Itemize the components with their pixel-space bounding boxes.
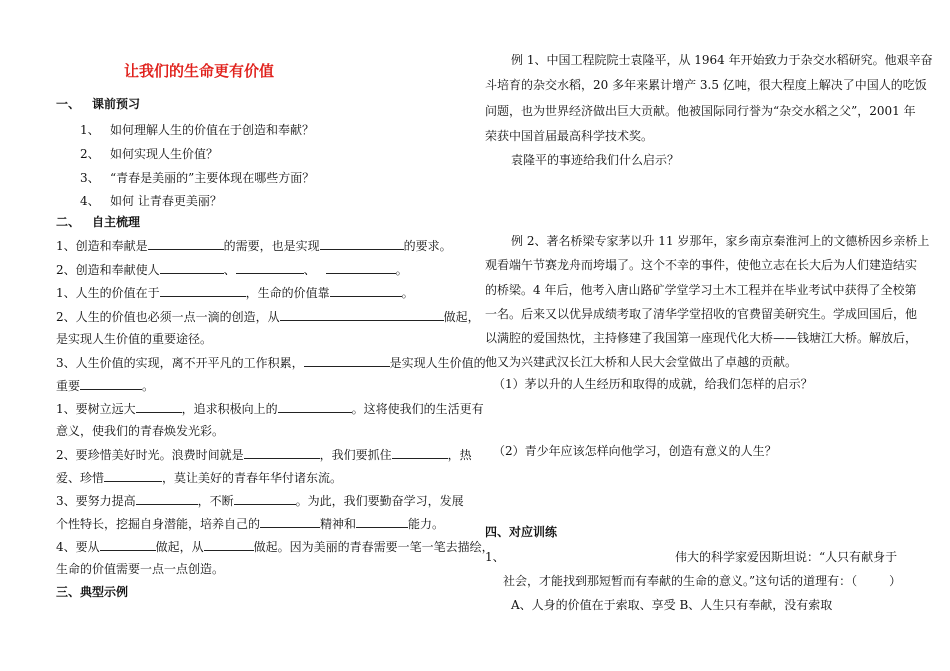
fill-line: 3、要努力提高 ，不断 。为此，我们要勤奋学习，发展 bbox=[56, 494, 464, 508]
example-2-line: 观看端午节赛龙舟而垮塌了。这个不幸的事件，使他立志在长大后为人们建造结实 bbox=[485, 258, 918, 272]
fill-line: 生命的价值需要一点一点创造。 bbox=[56, 562, 225, 576]
fill-line: 1、创造和奉献是 的需要，也是实现 的要求。 bbox=[56, 239, 452, 253]
example-2-question-1: （1）茅以升的人生经历和取得的成就，给我们怎样的启示？ bbox=[493, 377, 813, 391]
answer-blank[interactable] bbox=[330, 284, 402, 297]
fill-line: 4、要从 做起，从 做起。因为美丽的青春需要一笔一笔去描绘， bbox=[56, 540, 494, 554]
fill-line: 1、人生的价值在于 ，生命的价值靠 。 bbox=[56, 286, 414, 300]
fill-line: 2、创造和奉献使人 、 、 。 bbox=[56, 263, 408, 277]
fill-line: 是实现人生价值的重要途径。 bbox=[56, 332, 213, 346]
example-1-question: 袁隆平的事迹给我们什么启示？ bbox=[511, 153, 680, 167]
answer-blank[interactable] bbox=[326, 261, 396, 274]
answer-blank[interactable] bbox=[160, 261, 224, 274]
section-2-title: 自主梳理 bbox=[92, 215, 141, 229]
preview-question: “青春是美丽的”主要体现在哪些方面？ bbox=[110, 171, 315, 185]
example-2-line: 以满腔的爱国热忱，主持修建了我国第一座现代化大桥——钱塘江大桥。解放后， bbox=[485, 331, 918, 345]
answer-blank[interactable] bbox=[104, 469, 162, 482]
answer-blank[interactable] bbox=[320, 237, 404, 250]
example-2-line: 的桥梁。4 年后，他考入唐山路矿学堂学习土木工程并在毕业考试中获得了全校第 bbox=[485, 283, 917, 297]
answer-blank[interactable] bbox=[204, 538, 254, 551]
answer-blank[interactable] bbox=[278, 400, 352, 413]
preview-number: 3、 bbox=[80, 171, 100, 185]
example-1-line: 例 1、中国工程院院士袁隆平，从 1964 年开始致力于杂交水稻研究。他艰辛奋 bbox=[511, 53, 933, 67]
fill-line: 2、要珍惜美好时光。浪费时间就是 ，我们要抓住 ，热 bbox=[56, 448, 472, 462]
section-3-heading: 三、典型示例 bbox=[56, 585, 129, 599]
answer-blank[interactable] bbox=[304, 354, 390, 367]
fill-line: 个性特长，挖掘自身潜能，培养自己的 精神和 能力。 bbox=[56, 517, 445, 531]
section-1-title: 课前预习 bbox=[92, 97, 141, 111]
section-4-heading: 四、对应训练 bbox=[485, 525, 558, 539]
example-2-line: 例 2、著名桥梁专家茅以升 11 岁那年，家乡南京秦淮河上的文德桥因乡亲桥上 bbox=[511, 234, 930, 248]
fill-line: 3、人生价值的实现，离不开平凡的工作积累， 是实现人生价值的 bbox=[56, 356, 486, 370]
example-1-line: 荣获中国首届最高科学技术奖。 bbox=[485, 129, 654, 143]
answer-blank[interactable] bbox=[244, 446, 320, 459]
example-2-question-2: （2）青少年应该怎样向他学习，创造有意义的人生？ bbox=[493, 444, 777, 458]
answer-blank[interactable] bbox=[236, 261, 304, 274]
section-1-number: 一、 bbox=[56, 97, 81, 111]
answer-blank[interactable] bbox=[80, 377, 142, 390]
worksheet-title: 让我们的生命更有价值 bbox=[124, 62, 275, 80]
fill-line: 意义，使我们的青春焕发光彩。 bbox=[56, 424, 225, 438]
section-2-number: 二、 bbox=[56, 215, 81, 229]
answer-blank[interactable] bbox=[280, 308, 444, 321]
answer-blank[interactable] bbox=[136, 492, 198, 505]
fill-line: 重要 。 bbox=[56, 379, 155, 393]
preview-question: 如何实现人生价值？ bbox=[110, 147, 219, 161]
preview-question: 如何理解人生的价值在于创造和奉献？ bbox=[110, 123, 315, 137]
fill-line: 爱、珍惜 ，莫让美好的青春年华付诸东流。 bbox=[56, 471, 343, 485]
question-1-stem: 伟大的科学家爱因斯坦说：“人只有献身于 bbox=[675, 550, 898, 564]
answer-blank[interactable] bbox=[260, 515, 320, 528]
question-1-number: 1、 bbox=[485, 550, 505, 564]
example-2-line: 他又为兴建武汉长江大桥和人民大会堂做出了卓越的贡献。 bbox=[485, 355, 798, 369]
fill-line: 2、人生的价值也必须一点一滴的创造，从 做起， bbox=[56, 310, 480, 324]
preview-question: 如何 让青春更美丽？ bbox=[110, 194, 222, 208]
answer-blank[interactable] bbox=[234, 492, 296, 505]
answer-blank[interactable] bbox=[100, 538, 156, 551]
example-1-line: 问题，也为世界经济做出巨大贡献。他被国际同行誉为“杂交水稻之父”，2001 年 bbox=[485, 104, 916, 118]
example-2-line: 一名。后来又以优异成绩考取了清华学堂招收的官费留美研究生。学成回国后，他 bbox=[485, 307, 918, 321]
answer-blank[interactable] bbox=[148, 237, 224, 250]
answer-blank[interactable] bbox=[356, 515, 408, 528]
example-1-line: 斗培育的杂交水稻，20 多年来累计增产 3.5 亿吨，很大程度上解决了中国人的吃饭 bbox=[485, 78, 927, 92]
preview-number: 4、 bbox=[80, 194, 100, 208]
question-1-options: A、人身的价值在于索取、享受 B、人生只有奉献，没有索取 bbox=[511, 598, 833, 612]
preview-number: 1、 bbox=[80, 123, 100, 137]
answer-blank[interactable] bbox=[392, 446, 448, 459]
answer-blank[interactable] bbox=[160, 284, 246, 297]
fill-line: 1、要树立远大 ，追求积极向上的 。这将使我们的生活更有 bbox=[56, 402, 484, 416]
answer-blank[interactable] bbox=[136, 400, 182, 413]
question-1-stem: 社会，才能找到那短暂而有奉献的生命的意义。”这句话的道理有：（ ） bbox=[503, 574, 902, 588]
preview-number: 2、 bbox=[80, 147, 100, 161]
